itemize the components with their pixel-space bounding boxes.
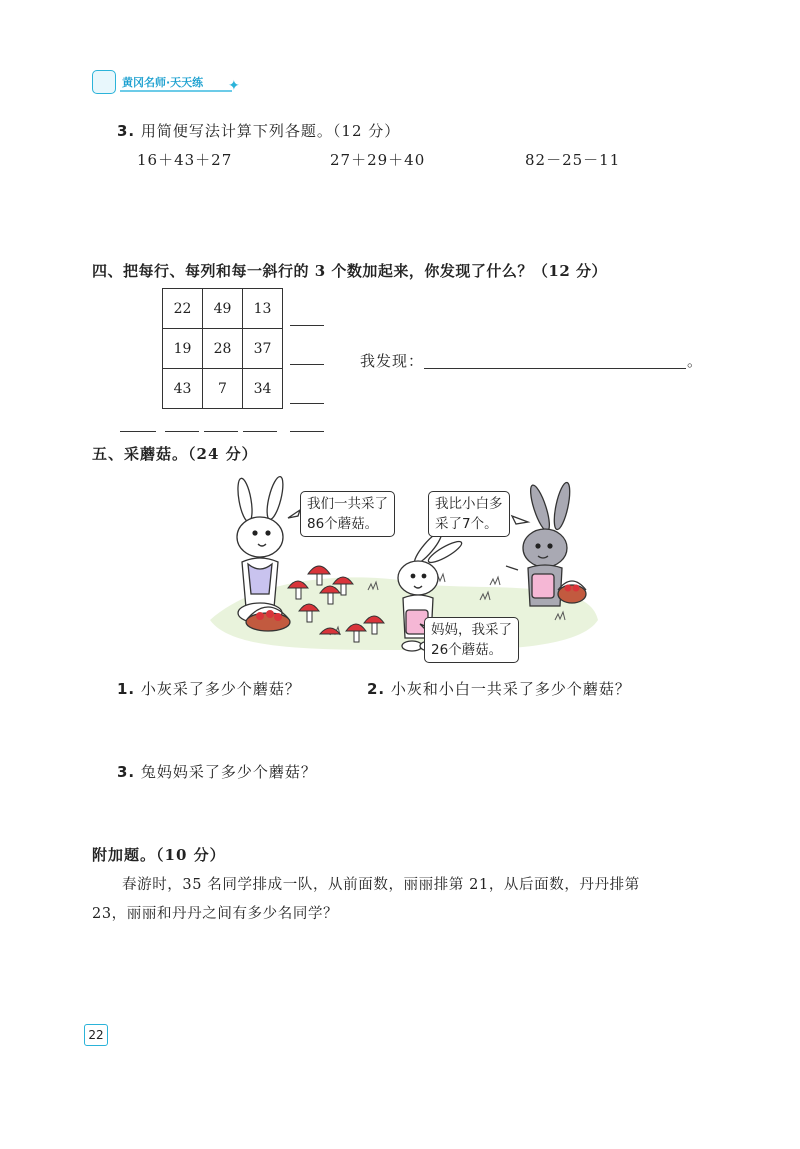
section4-title: 四、把每行、每列和每一斜行的 3 个数加起来，你发现了什么？（12 分） bbox=[92, 262, 607, 280]
speech-bubble-left bbox=[300, 491, 395, 537]
grid-cell: 7 bbox=[203, 369, 243, 409]
section5-title: 五、采蘑菇。（24 分） bbox=[92, 445, 258, 463]
question-text: 小灰和小白一共采了多少个蘑菇？ bbox=[390, 680, 631, 698]
grid-cell: 49 bbox=[203, 289, 243, 329]
question-number: 3. bbox=[117, 763, 136, 781]
question-2 bbox=[367, 678, 631, 699]
header-logo bbox=[92, 66, 252, 98]
bonus-line-1: 春游时，35 名同学排成一队，从前面数，丽丽排第 21，从后面数，丹丹排第 bbox=[122, 877, 640, 893]
row-sum-blank[interactable] bbox=[290, 403, 324, 404]
column-sum-blank[interactable] bbox=[165, 431, 199, 432]
speech-bubble-right bbox=[428, 491, 510, 537]
magic-square-grid bbox=[162, 288, 283, 409]
bubble-line: 26个蘑菇。 bbox=[431, 642, 503, 658]
column-sum-blank[interactable] bbox=[204, 431, 238, 432]
page-number: 22 bbox=[84, 1024, 108, 1046]
sparkle-icon: ✦ bbox=[228, 78, 240, 94]
row-sum-blank[interactable] bbox=[290, 325, 324, 326]
expression-1: 16＋43＋27 bbox=[137, 151, 233, 169]
bear-logo-icon bbox=[92, 70, 116, 94]
bunny-mushroom-illustration bbox=[200, 470, 600, 670]
speech-tail-right bbox=[512, 516, 528, 524]
bubble-line: 86个蘑菇。 bbox=[307, 516, 379, 532]
grid-cell: 37 bbox=[243, 329, 283, 369]
speech-bubble-middle bbox=[424, 617, 519, 663]
grid-cell: 43 bbox=[163, 369, 203, 409]
discover-label: 我发现： bbox=[360, 352, 425, 370]
grid-cell: 28 bbox=[203, 329, 243, 369]
bonus-title: 附加题。（10 分） bbox=[92, 846, 226, 864]
question-text: 小灰采了多少个蘑菇？ bbox=[140, 680, 301, 698]
discover-answer-line[interactable] bbox=[424, 368, 686, 369]
diagonal-sum-blank[interactable] bbox=[120, 431, 156, 432]
bubble-line: 我们一共采了 bbox=[307, 496, 388, 512]
column-sum-blank[interactable] bbox=[243, 431, 277, 432]
bubble-line: 我比小白多 bbox=[435, 496, 503, 512]
question-1 bbox=[117, 678, 301, 699]
part3-number: 3. bbox=[117, 122, 136, 140]
grid-cell: 22 bbox=[163, 289, 203, 329]
expression-2: 27＋29＋40 bbox=[330, 151, 426, 169]
question-number: 2. bbox=[367, 680, 386, 698]
question-3 bbox=[117, 761, 317, 782]
bubble-line: 采了7个。 bbox=[435, 516, 498, 532]
logo-underline bbox=[120, 90, 232, 92]
grid-cell: 19 bbox=[163, 329, 203, 369]
basket-icon bbox=[558, 581, 586, 603]
row-sum-blank[interactable] bbox=[290, 364, 324, 365]
bonus-line-2: 23，丽丽和丹丹之间有多少名同学？ bbox=[92, 906, 339, 922]
part3-title: 用简便写法计算下列各题。（12 分） bbox=[140, 122, 401, 140]
bubble-line: 妈妈，我采了 bbox=[431, 622, 512, 638]
grid-cell: 34 bbox=[243, 369, 283, 409]
speech-tail-left bbox=[288, 510, 300, 518]
diagonal-sum-blank[interactable] bbox=[290, 431, 324, 432]
discover-end: 。 bbox=[687, 352, 704, 370]
part3-heading bbox=[117, 120, 400, 141]
expression-3: 82－25－11 bbox=[525, 151, 621, 169]
question-text: 兔妈妈采了多少个蘑菇？ bbox=[140, 763, 317, 781]
grid-cell: 13 bbox=[243, 289, 283, 329]
logo-text: 黄冈名师·天天练 bbox=[122, 76, 204, 89]
question-number: 1. bbox=[117, 680, 136, 698]
